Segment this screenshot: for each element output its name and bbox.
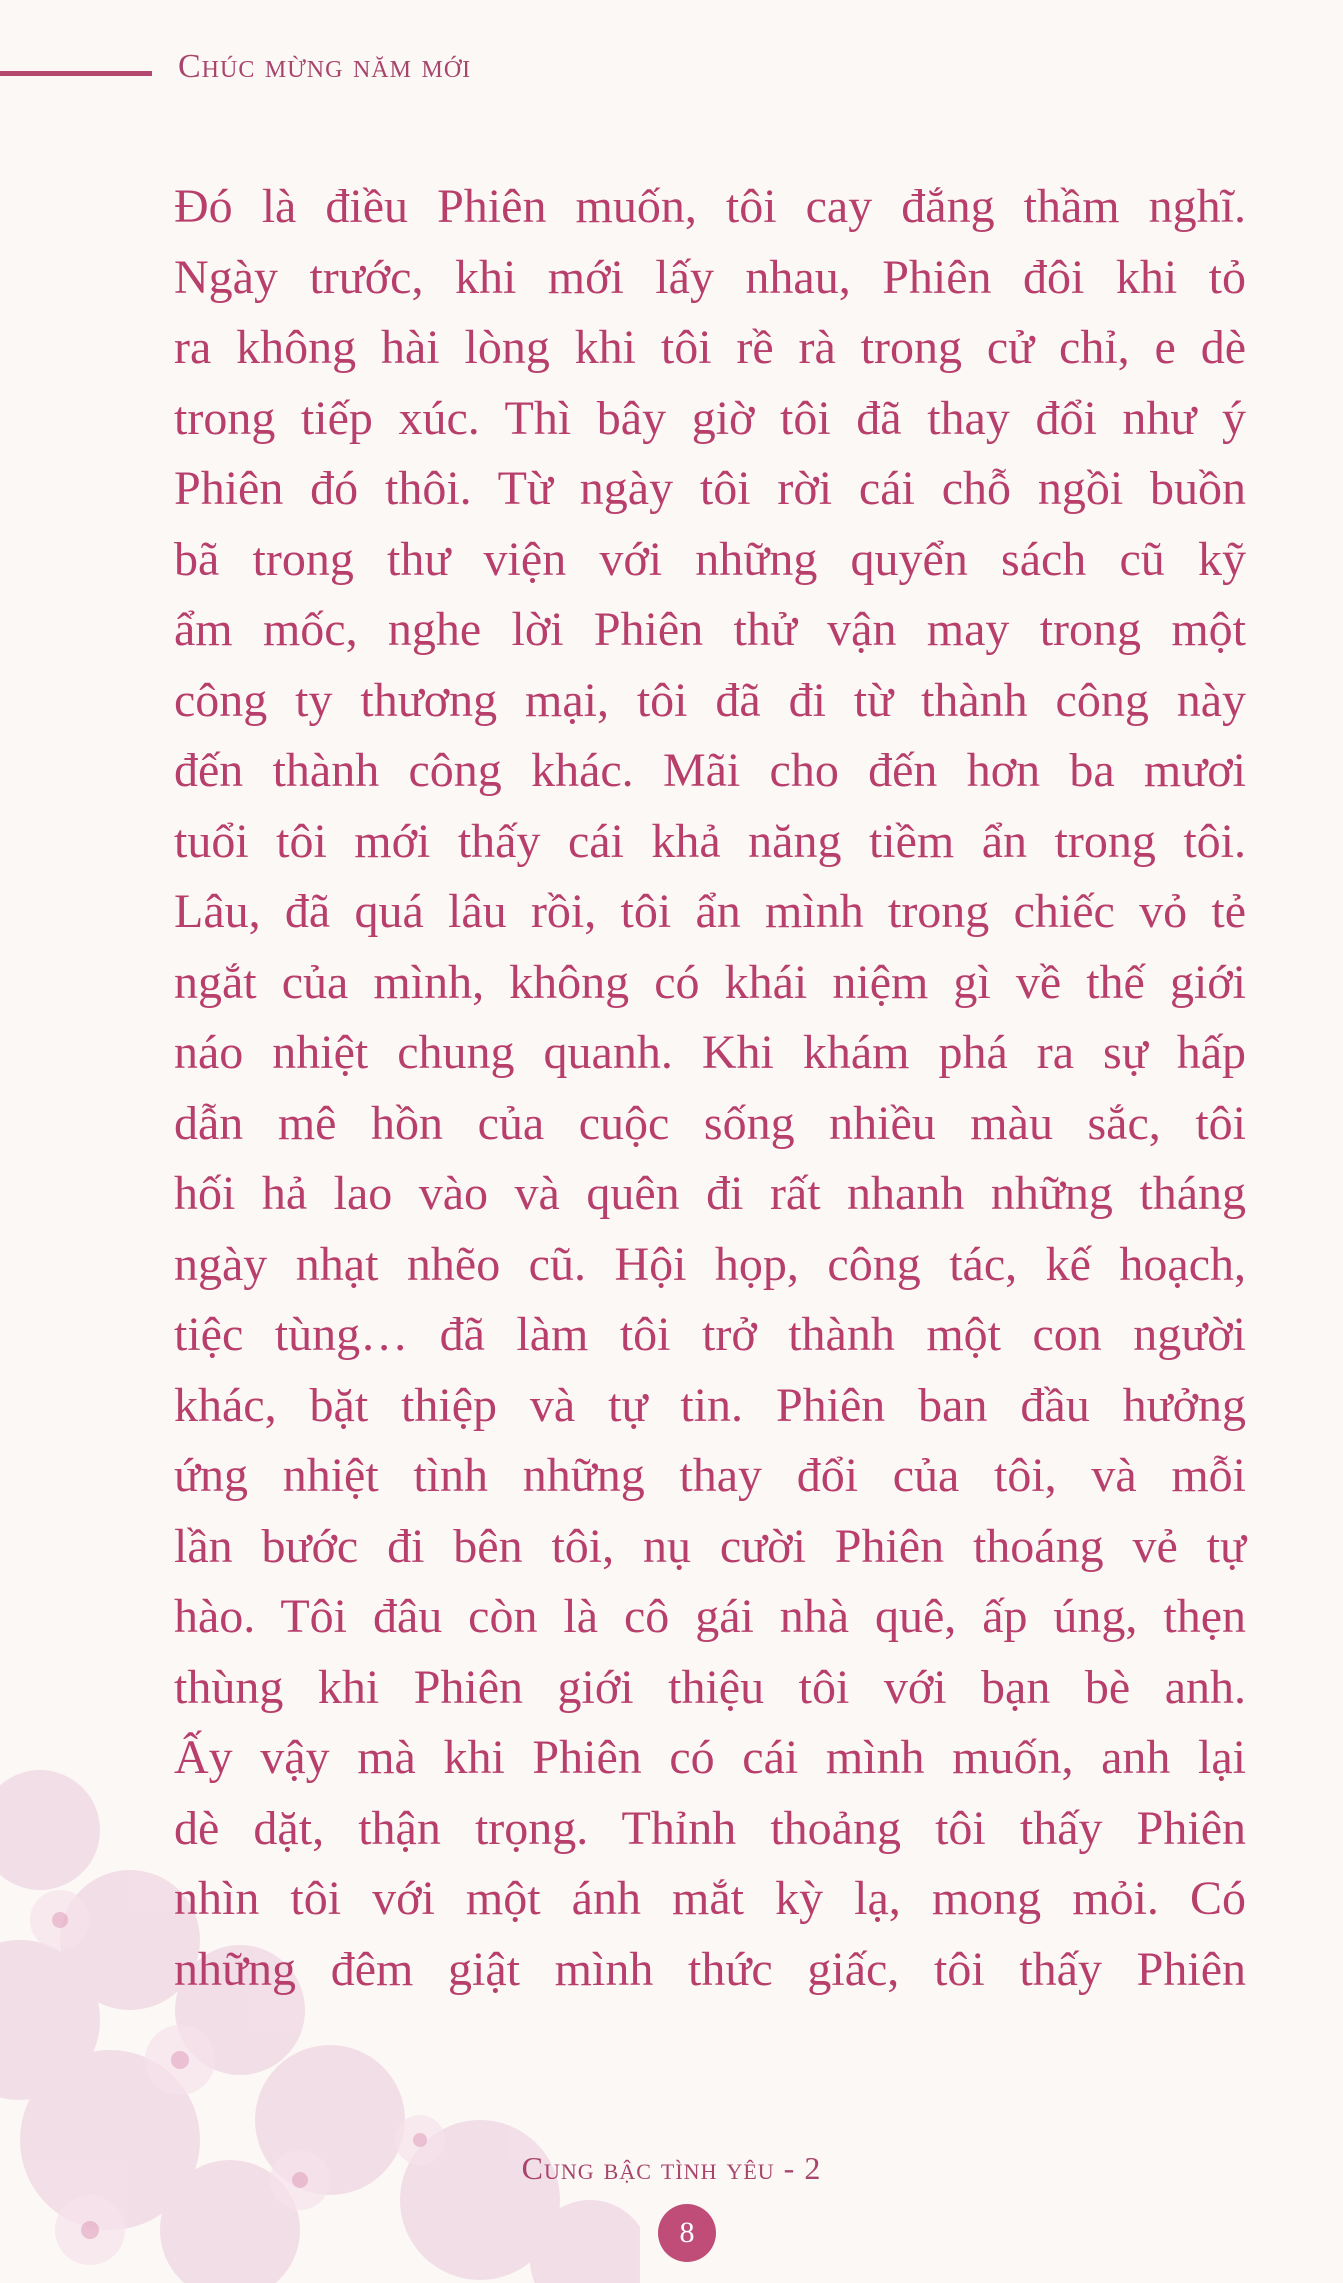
text-line: những đêm giật mình thức giấc, tôi thấy Phiên (174, 1942, 1246, 1996)
text-line: tiệc tùng… đã làm tôi trở thành một con người (174, 1308, 1246, 1361)
text-line: náo nhiệt chung quanh. Khi khám phá ra sự hấp (174, 1026, 1246, 1079)
text-line: dẫn mê hồn của cuộc sống nhiều màu sắc, tôi (174, 1096, 1246, 1150)
text-line: hối hả lao vào và quên đi rất nhanh những tháng (174, 1167, 1246, 1220)
text-line: trong tiếp xúc. Thì bây giờ tôi đã thay đổi như ý (174, 391, 1246, 445)
text-line: lần bước đi bên tôi, nụ cười Phiên thoáng vẻ tự (174, 1519, 1246, 1573)
text-line: bã trong thư viện với những quyển sách cũ kỹ (174, 532, 1246, 586)
text-line: ứng nhiệt tình những thay đổi của tôi, và mỗi (174, 1449, 1246, 1502)
text-line: Ấy vậy mà khi Phiên có cái mình muốn, anh lại (174, 1731, 1246, 1784)
text-line: hào. Tôi đâu còn là cô gái nhà quê, ấp úng, thẹn (174, 1590, 1246, 1643)
text-line: nhìn tôi với một ánh mắt kỳ lạ, mong mỏi. Có (174, 1872, 1246, 1925)
text-line: thùng khi Phiên giới thiệu tôi với bạn bè anh. (174, 1660, 1246, 1714)
text-line: ra không hài lòng khi tôi rề rà trong cử chỉ, e dè (174, 321, 1246, 374)
text-line: dè dặt, thận trọng. Thỉnh thoảng tôi thấy Phiên (174, 1801, 1246, 1855)
body-text (174, 172, 1246, 2005)
text-line: ẩm mốc, nghe lời Phiên thử vận may trong một (174, 603, 1246, 656)
running-footer: Cung bậc tình yêu - 2 (521, 2150, 822, 2186)
text-line: ngắt của mình, không có khái niệm gì về thế giới (174, 955, 1246, 1009)
text-line: đến thành công khác. Mãi cho đến hơn ba mươi (174, 744, 1246, 797)
text-line: công ty thương mại, tôi đã đi từ thành công này (174, 673, 1246, 727)
text-line: ngày nhạt nhẽo cũ. Hội họp, công tác, kế hoạch, (174, 1237, 1246, 1291)
text-line: Phiên đó thôi. Từ ngày tôi rời cái chỗ ngồi buồn (174, 462, 1246, 515)
text-line: tuổi tôi mới thấy cái khả năng tiềm ẩn trong tôi. (174, 814, 1246, 868)
header-rule (0, 71, 152, 76)
text-line: Đó là điều Phiên muốn, tôi cay đắng thầm nghĩ. (174, 180, 1246, 233)
page-number: 8 (658, 2204, 716, 2262)
running-header: Chúc mừng năm mới (178, 48, 472, 85)
text-line: Lâu, đã quá lâu rồi, tôi ẩn mình trong chiếc vỏ tẻ (174, 885, 1246, 938)
text-line: Ngày trước, khi mới lấy nhau, Phiên đôi khi tỏ (174, 250, 1246, 304)
text-line: khác, bặt thiệp và tự tin. Phiên ban đầu hưởng (174, 1378, 1246, 1432)
